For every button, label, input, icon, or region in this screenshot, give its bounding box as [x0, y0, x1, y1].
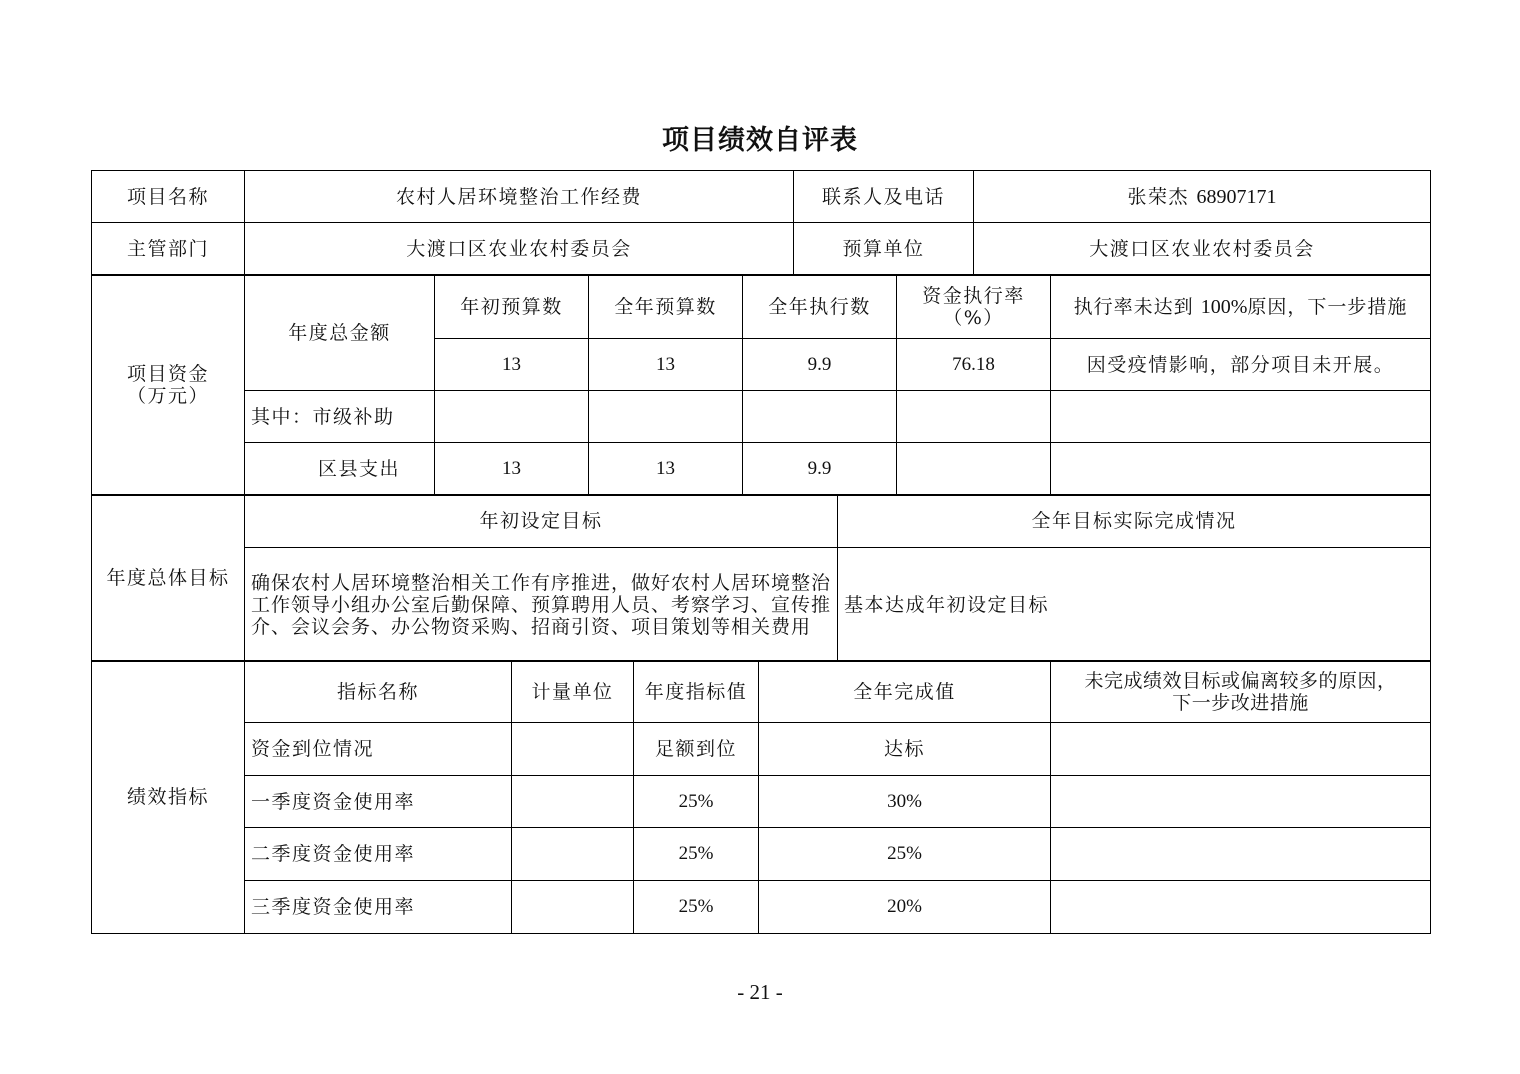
indicator-name: 一季度资金使用率 — [245, 776, 512, 828]
contact-phone: 68907171 — [1196, 185, 1277, 208]
project-name-row — [92, 171, 1431, 223]
city-execution-rate — [897, 391, 1051, 443]
indicator-target: 足额到位 — [634, 723, 759, 776]
city-annual-budget — [589, 391, 743, 443]
funds-district-row — [92, 443, 1431, 496]
indicator-reason — [1051, 828, 1431, 881]
contact-label: 联系人及电话 — [794, 171, 974, 223]
district-execution-reason — [1051, 443, 1431, 496]
indicator-target: 25% — [634, 776, 759, 828]
project-name-value: 农村人居环境整治工作经费 — [245, 171, 794, 223]
city-execution-reason — [1051, 391, 1431, 443]
deviation-reason-header-line1: 未完成绩效目标或偏离较多的原因， — [1084, 669, 1397, 692]
page-title: 项目绩效自评表 — [662, 125, 858, 156]
indicator-unit — [512, 881, 634, 934]
indicator-row — [92, 881, 1431, 934]
city-annual-execution — [743, 391, 897, 443]
funds-header-row — [92, 275, 1431, 339]
execution-reason-header — [1051, 275, 1431, 339]
execution-rate-header-line2: （%） — [943, 306, 1004, 329]
annual-total-label: 年度总金额 — [245, 275, 435, 391]
indicator-row — [92, 723, 1431, 776]
project-info-table — [91, 170, 1431, 276]
reason-pct: 100% — [1200, 295, 1248, 318]
city-subsidy-label: 其中：市级补助 — [245, 391, 435, 443]
city-initial-budget — [435, 391, 589, 443]
initial-goal-header: 年初设定目标 — [245, 495, 838, 548]
budget-unit-value: 大渡口区农业农村委员会 — [974, 223, 1431, 276]
indicator-unit — [512, 828, 634, 881]
indicator-unit — [512, 723, 634, 776]
indicator-row — [92, 828, 1431, 881]
district-label: 区县支出 — [245, 443, 435, 496]
project-name-label: 项目名称 — [92, 171, 245, 223]
total-annual-execution: 9.9 — [743, 339, 897, 391]
annual-target-header: 年度指标值 — [634, 661, 759, 723]
indicator-target: 25% — [634, 828, 759, 881]
indicator-reason — [1051, 723, 1431, 776]
unit-header: 计量单位 — [512, 661, 634, 723]
contact-name: 张荣杰 — [1127, 185, 1189, 208]
indicator-target: 25% — [634, 881, 759, 934]
contact-value — [974, 171, 1431, 223]
annual-goal-header-row — [92, 495, 1431, 548]
district-annual-execution: 9.9 — [743, 443, 897, 496]
execution-rate-header — [897, 275, 1051, 339]
annual-actual-header: 全年完成值 — [759, 661, 1051, 723]
indicator-unit — [512, 776, 634, 828]
dept-value: 大渡口区农业农村委员会 — [245, 223, 794, 276]
indicator-name-header: 指标名称 — [245, 661, 512, 723]
indicator-actual: 25% — [759, 828, 1051, 881]
total-execution-reason: 因受疫情影响，部分项目未开展。 — [1051, 339, 1431, 391]
initial-goal-text: 确保农村人居环境整治相关工作有序推进，做好农村人居环境整治工作领导小组办公室后勤保障、预算聘用人员、考察学习、宣传推介、会议会务、办公物资采购、招商引资、项目策划等相关费用 — [245, 548, 838, 662]
performance-section-label: 绩效指标 — [92, 661, 245, 934]
funds-section-label-line2: （万元） — [126, 385, 209, 407]
deviation-reason-header — [1051, 661, 1431, 723]
indicator-actual: 30% — [759, 776, 1051, 828]
execution-rate-header-line1: 资金执行率 — [922, 284, 1025, 307]
reason-suffix: 原因，下一步措施 — [1247, 295, 1408, 318]
budget-unit-label: 预算单位 — [794, 223, 974, 276]
funds-section-label-line1: 项目资金 — [126, 363, 209, 385]
total-initial-budget: 13 — [435, 339, 589, 391]
annual-goal-section-label: 年度总体目标 — [92, 495, 245, 662]
indicator-name: 三季度资金使用率 — [245, 881, 512, 934]
dept-label: 主管部门 — [92, 223, 245, 276]
dept-row — [92, 223, 1431, 276]
indicator-reason — [1051, 881, 1431, 934]
annual-budget-header: 全年预算数 — [589, 275, 743, 339]
performance-table — [91, 660, 1431, 934]
district-execution-rate — [897, 443, 1051, 496]
funds-section-label — [92, 275, 245, 496]
deviation-reason-header-line2: 下一步改进措施 — [1172, 691, 1309, 714]
reason-prefix: 执行率未达到 — [1073, 295, 1194, 318]
annual-goal-content-row — [92, 548, 1431, 662]
total-annual-budget: 13 — [589, 339, 743, 391]
page-number: - 21 - — [737, 980, 783, 1004]
funds-city-subsidy-row — [92, 391, 1431, 443]
indicator-name: 二季度资金使用率 — [245, 828, 512, 881]
indicator-reason — [1051, 776, 1431, 828]
district-annual-budget: 13 — [589, 443, 743, 496]
indicator-actual: 达标 — [759, 723, 1051, 776]
annual-execution-header: 全年执行数 — [743, 275, 897, 339]
indicator-row — [92, 776, 1431, 828]
indicator-actual: 20% — [759, 881, 1051, 934]
actual-completion-header: 全年目标实际完成情况 — [838, 495, 1431, 548]
funds-table — [91, 274, 1431, 496]
performance-header-row — [92, 661, 1431, 723]
annual-goal-table — [91, 494, 1431, 662]
initial-budget-header: 年初预算数 — [435, 275, 589, 339]
actual-completion-text: 基本达成年初设定目标 — [838, 548, 1431, 662]
district-initial-budget: 13 — [435, 443, 589, 496]
indicator-name: 资金到位情况 — [245, 723, 512, 776]
total-execution-rate: 76.18 — [897, 339, 1051, 391]
